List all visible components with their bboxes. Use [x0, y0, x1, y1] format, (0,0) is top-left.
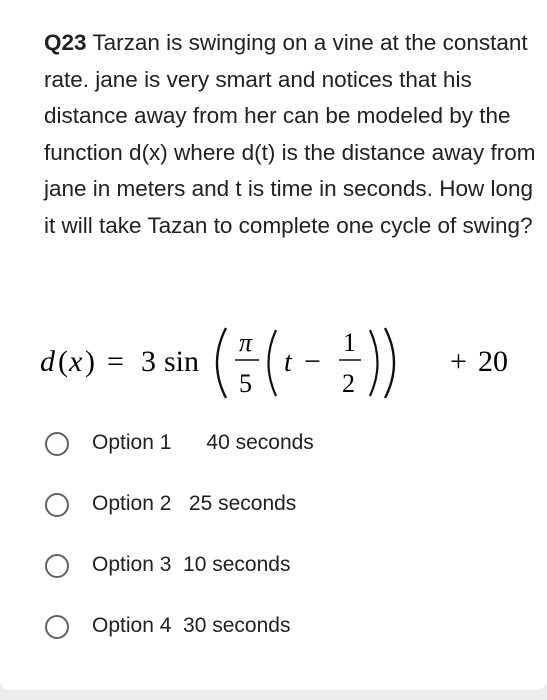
formula-constant: 20 — [478, 345, 508, 378]
formula-t: t — [284, 347, 292, 378]
formula-plus: + — [450, 345, 467, 378]
formula-d: d — [40, 345, 55, 378]
option-1[interactable] — [42, 425, 512, 465]
option-3-label: Option 3 10 seconds — [92, 553, 291, 576]
question-body: Tarzan is swinging on a vine at the constant rate. jane is very smart and notices that his distance away from her can be modeled by the function d(x) where d(t) is the distance away from jane in meters and t is time in seconds. How long it will take Tazan to complete one cycle of swing? — [44, 30, 536, 238]
radio-circle-icon[interactable] — [45, 554, 69, 578]
formula-five: 5 — [239, 369, 252, 398]
question-text-block — [44, 25, 539, 244]
option-3[interactable] — [42, 547, 512, 587]
option-2[interactable] — [42, 486, 512, 526]
formula-equals: = — [107, 345, 124, 378]
formula-svg — [40, 316, 540, 408]
radio-circle-icon[interactable] — [45, 493, 69, 517]
radio-circle-icon[interactable] — [45, 615, 69, 639]
option-4[interactable] — [42, 608, 512, 648]
radio-circle-icon[interactable] — [45, 432, 69, 456]
formula-coefficient: 3 — [141, 345, 156, 378]
option-1-label: Option 1 40 seconds — [92, 431, 314, 454]
option-2-label: Option 2 25 seconds — [92, 492, 297, 515]
formula-big-open-paren — [217, 328, 226, 398]
formula-x: x — [69, 345, 83, 378]
formula-minus: − — [304, 345, 321, 378]
formula — [40, 316, 540, 408]
option-4-label: Option 4 30 seconds — [92, 614, 291, 637]
formula-big-close-paren — [385, 328, 394, 398]
formula-close-paren: ) — [85, 345, 95, 378]
formula-two: 2 — [342, 369, 355, 398]
formula-open-paren: ( — [58, 345, 68, 378]
formula-mid-open-paren — [269, 330, 277, 396]
formula-one: 1 — [343, 328, 356, 357]
formula-mid-close-paren — [370, 330, 378, 396]
question-number: Q23 — [44, 30, 87, 55]
formula-pi: π — [239, 328, 253, 357]
formula-sin: sin — [164, 345, 200, 378]
